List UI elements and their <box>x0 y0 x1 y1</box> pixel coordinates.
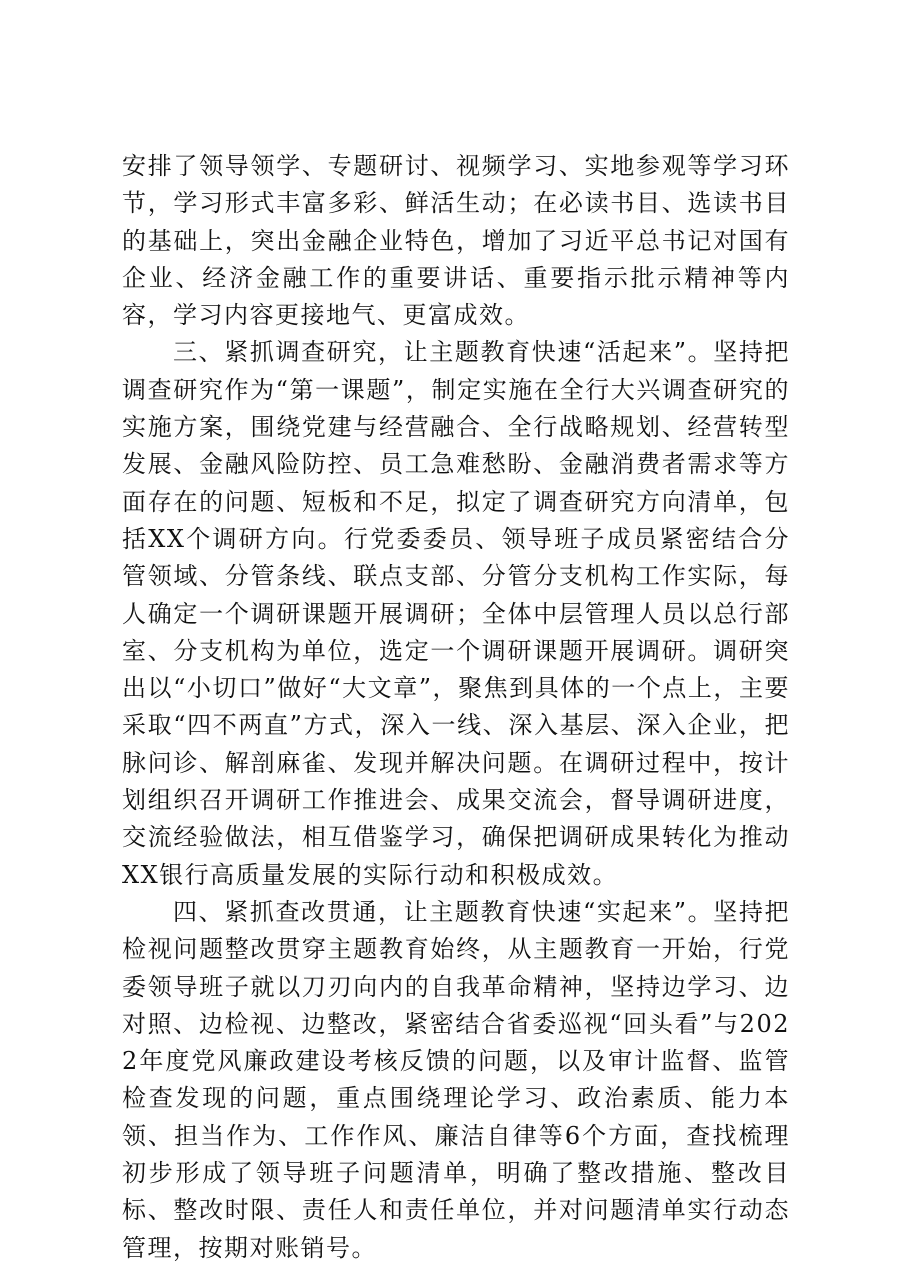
paragraph-section-three: 三、紧抓调查研究，让主题教育快速“活起来”。坚持把调查研究作为“第一课题”，制定实施在全行大兴调查研究的实施方案，围绕党建与经营融合、全行战略规划、经营转型发展、金融风险防控、员工急难愁盼、金融消费者需求等方面存在的问题、短板和不足，拟定了调查研究方向清单，包括XX个调研方向。行党委委员、领导班子成员紧密结合分管领域、分管条线、联点支部、分管分支机构工作实际，每人确定一个调研课题开展调研；全体中层管理人员以总行部室、分支机构为单位，选定一个调研课题开展调研。调研突出以“小切口”做好“大文章”，聚焦到具体的一个点上，主要采取“四不两直”方式，深入一线、深入基层、深入企业，把脉问诊、解剖麻雀、发现并解决问题。在调研过程中，按计划组织召开调研工作推进会、成果交流会，督导调研进度，交流经验做法，相互借鉴学习，确保把调研成果转化为推动XX银行高质量发展的实际行动和积极成效。 <box>122 338 790 889</box>
paragraph-continuation: 安排了领导领学、专题研讨、视频学习、实地参观等学习环节，学习形式丰富多彩、鲜活生动；在必读书目、选读书目的基础上，突出金融企业特色，增加了习近平总书记对国有企业、经济金融工作的重要讲话、重要指示批示精神等内容，学习内容更接地气、更富成效。 <box>122 152 790 330</box>
paragraph-section-four: 四、紧抓查改贯通，让主题教育快速“实起来”。坚持把检视问题整改贯穿主题教育始终，从主题教育一开始，行党委领导班子就以刀刃向内的自我革命精神，坚持边学习、边对照、边检视、边整改，紧密结合省委巡视“回头看”与2022年度党风廉政建设考核反馈的问题，以及审计监督、监管检查发现的问题，重点围绕理论学习、政治素质、能力本领、担当作为、工作作风、廉洁自律等6个方面，查找梳理初步形成了领导班子问题清单，明确了整改措施、整改目标、整改时限、责任人和责任单位，并对问题清单实行动态管理，按期对账销号。 <box>122 897 790 1262</box>
document-body <box>122 148 790 1267</box>
